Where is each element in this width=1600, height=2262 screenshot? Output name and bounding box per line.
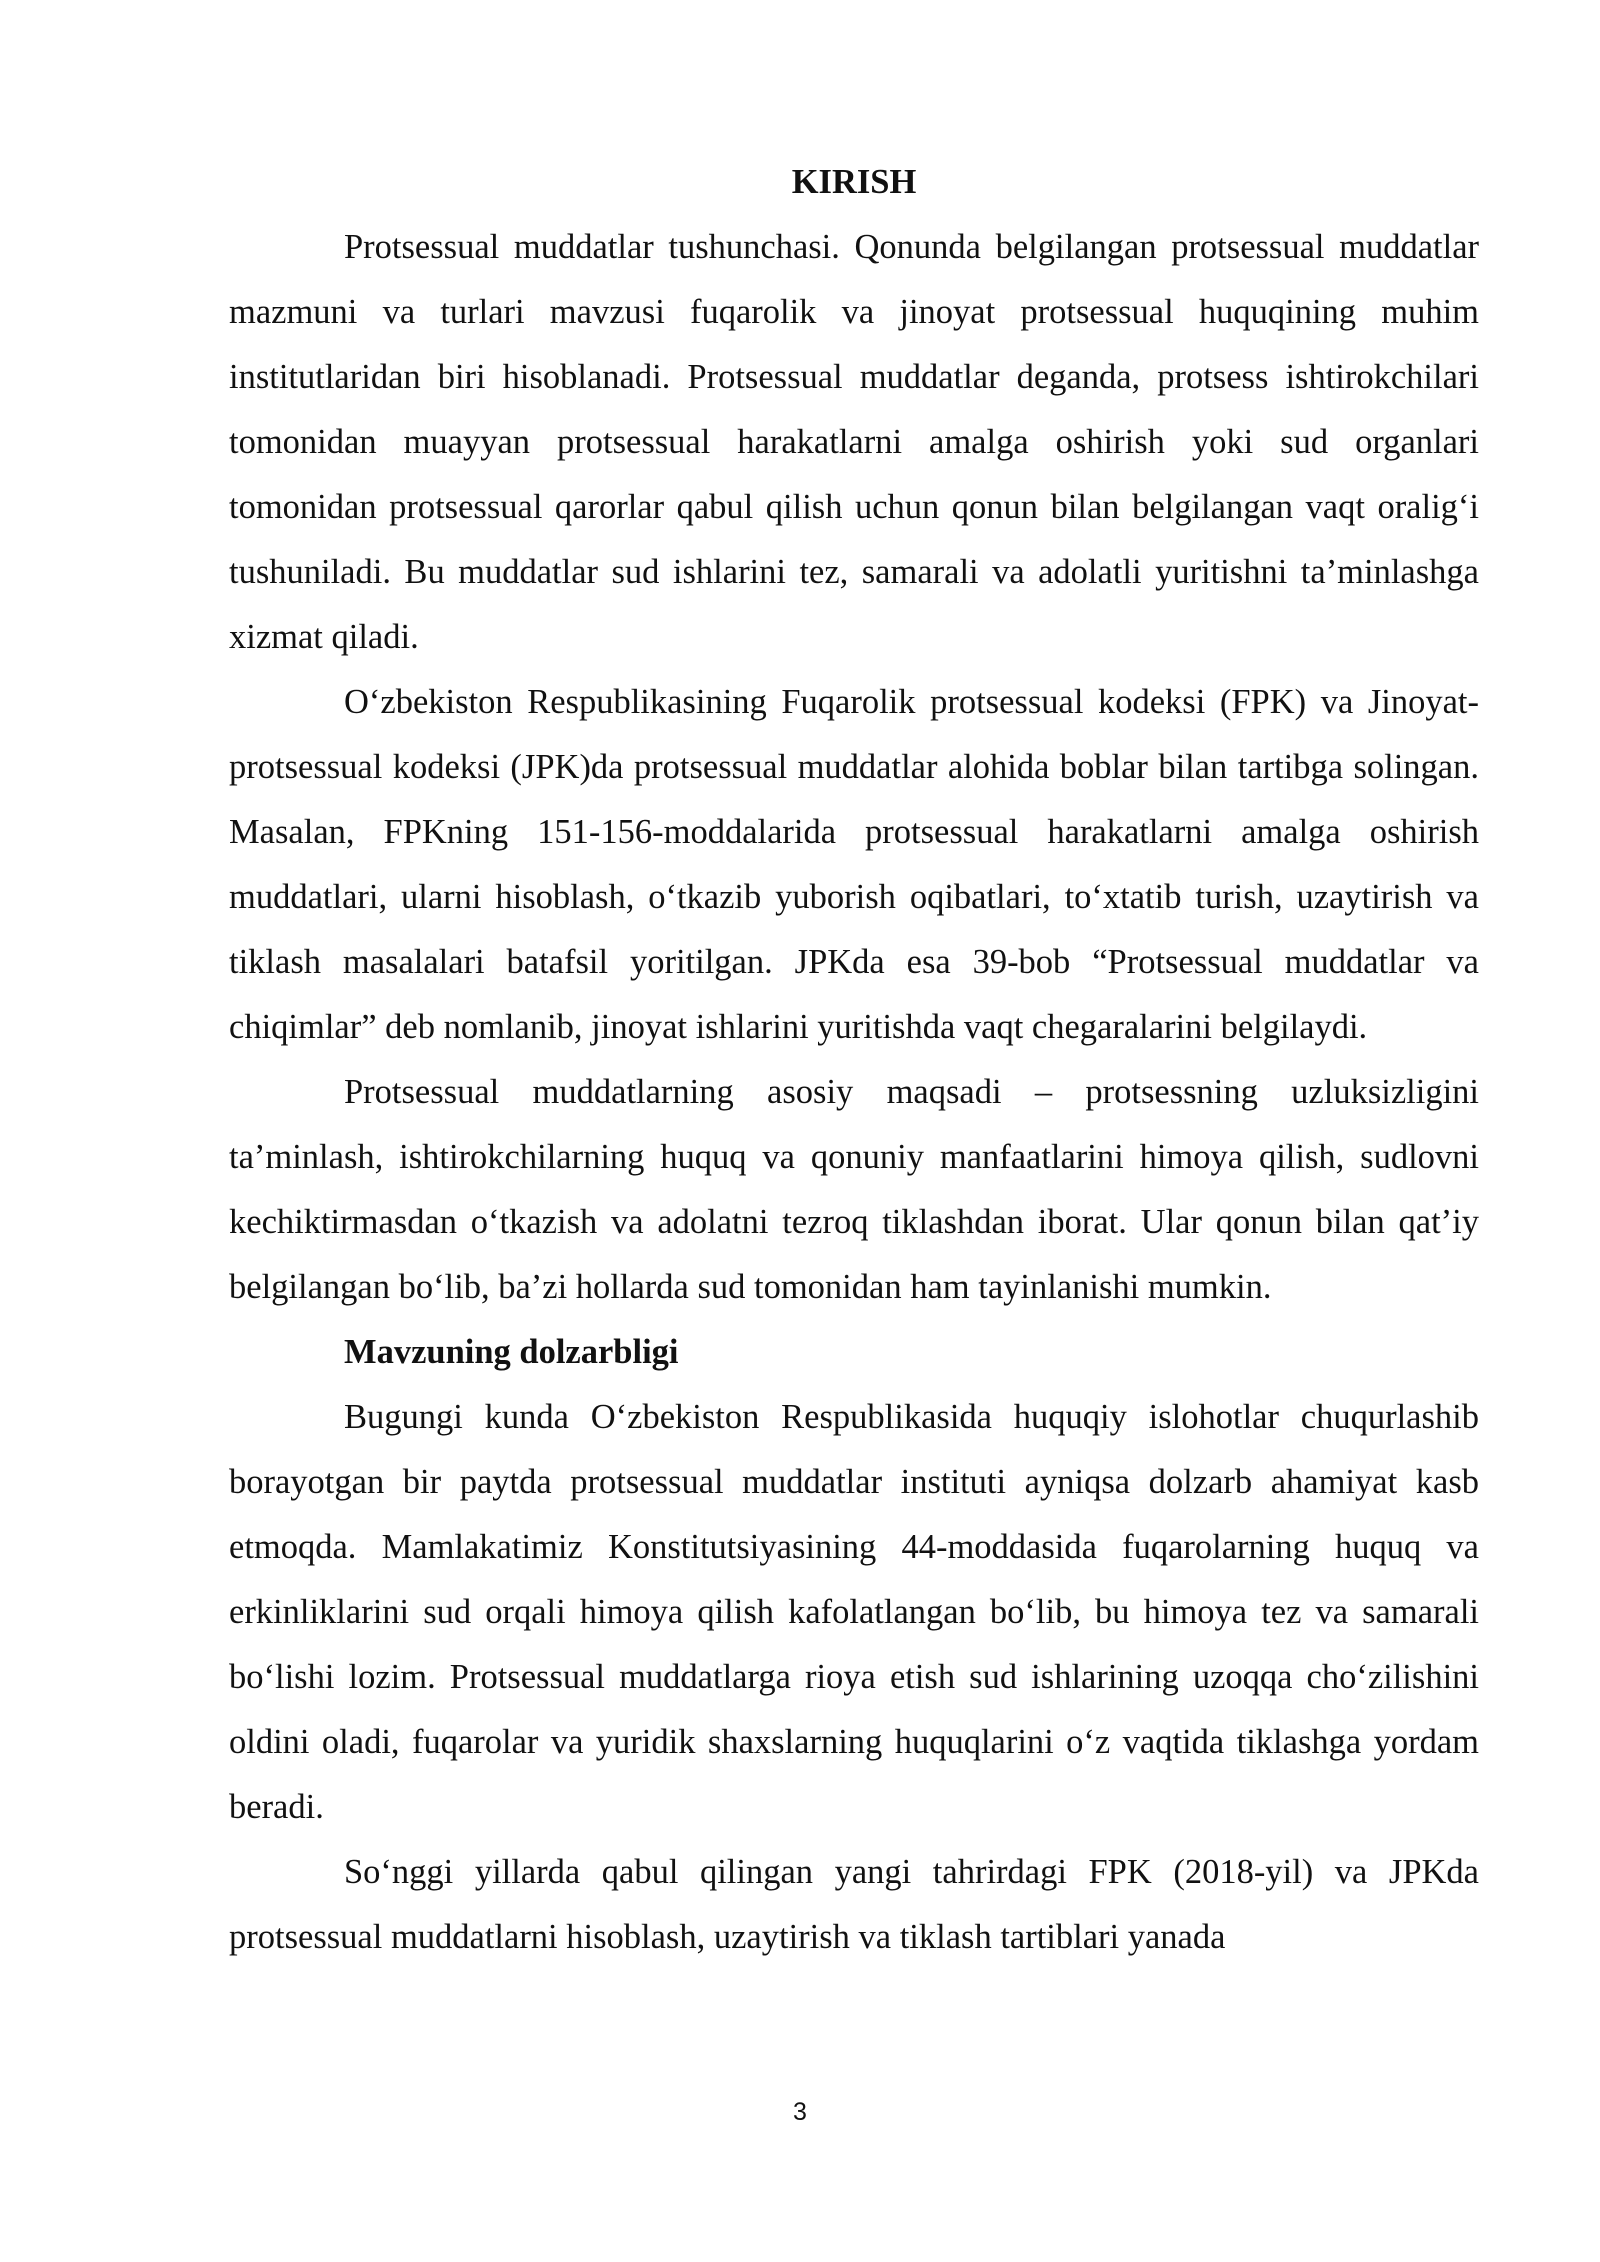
paragraph-4: Bugungi kunda O‘zbekiston Respublikasida huquqiy islohotlar chuqurlashib borayotgan bir paytda protsessual muddatlar instituti ayniqsa dolzarb ahamiyat kasb etmoqda. Mamlakatimiz Konstitutsiyasining 44-moddasida fuqarolarning huquq va erkinliklarini sud orqali himoya qilish kafolatlangan bo‘lib, bu himoya tez va samarali bo‘lishi lozim. Protsessual muddatlarga rioya etish sud ishlarining uzoqqa cho‘zilishini oldini oladi, fuqarolar va yuridik shaxslarning huquqlarini o‘z vaqtida tiklashga yordam beradi.: [229, 1398, 1479, 1826]
paragraph-3: Protsessual muddatlarning asosiy maqsadi – protsessning uzluksizligini ta’minlash, ishtirokchilarning huquq va qonuniy manfaatlarini himoya qilish, sudlovni kechiktirmasdan o‘tkazish va adolatni tezroq tiklashdan iborat. Ular qonun bilan qat’iy belgilangan bo‘lib, ba’zi hollarda sud tomonidan ham tayinlanishi mumkin.: [229, 1073, 1479, 1306]
page-content: [229, 150, 1479, 1970]
page-number: 3: [793, 2098, 807, 2126]
paragraph-1: Protsessual muddatlar tushunchasi. Qonunda belgilangan protsessual muddatlar mazmuni va turlari mavzusi fuqarolik va jinoyat protsessual huquqining muhim institutlaridan biri hisoblanadi. Protsessual muddatlar deganda, protsess ishtirokchilari tomonidan muayyan protsessual harakatlarni amalga oshirish yoki sud organlari tomonidan protsessual qarorlar qabul qilish uchun qonun bilan belgilangan vaqt oralig‘i tushuniladi. Bu muddatlar sud ishlarini tez, samarali va adolatli yuritishni ta’minlashga xizmat qiladi.: [229, 228, 1479, 656]
section-heading: Mavzuning dolzarbligi: [344, 1333, 679, 1371]
paragraph-2: O‘zbekiston Respublikasining Fuqarolik protsessual kodeksi (FPK) va Jinoyat-protsessual kodeksi (JPK)da protsessual muddatlar alohida boblar bilan tartibga solingan. Masalan, FPKning 151-156-moddalarida protsessual harakatlarni amalga oshirish muddatlari, ularni hisoblash, o‘tkazib yuborish oqibatlari, to‘xtatib turish, uzaytirish va tiklash masalalari batafsil yoritilgan. JPKda esa 39-bob “Protsessual muddatlar va chiqimlar” deb nomlanib, jinoyat ishlarini yuritishda vaqt chegaralarini belgilaydi.: [229, 683, 1479, 1046]
page-title: KIRISH: [791, 163, 917, 201]
paragraph-5: So‘nggi yillarda qabul qilingan yangi tahrirdagi FPK (2018-yil) va JPKda protsessual muddatlarni hisoblash, uzaytirish va tiklash tartiblari yanada: [229, 1853, 1479, 1956]
